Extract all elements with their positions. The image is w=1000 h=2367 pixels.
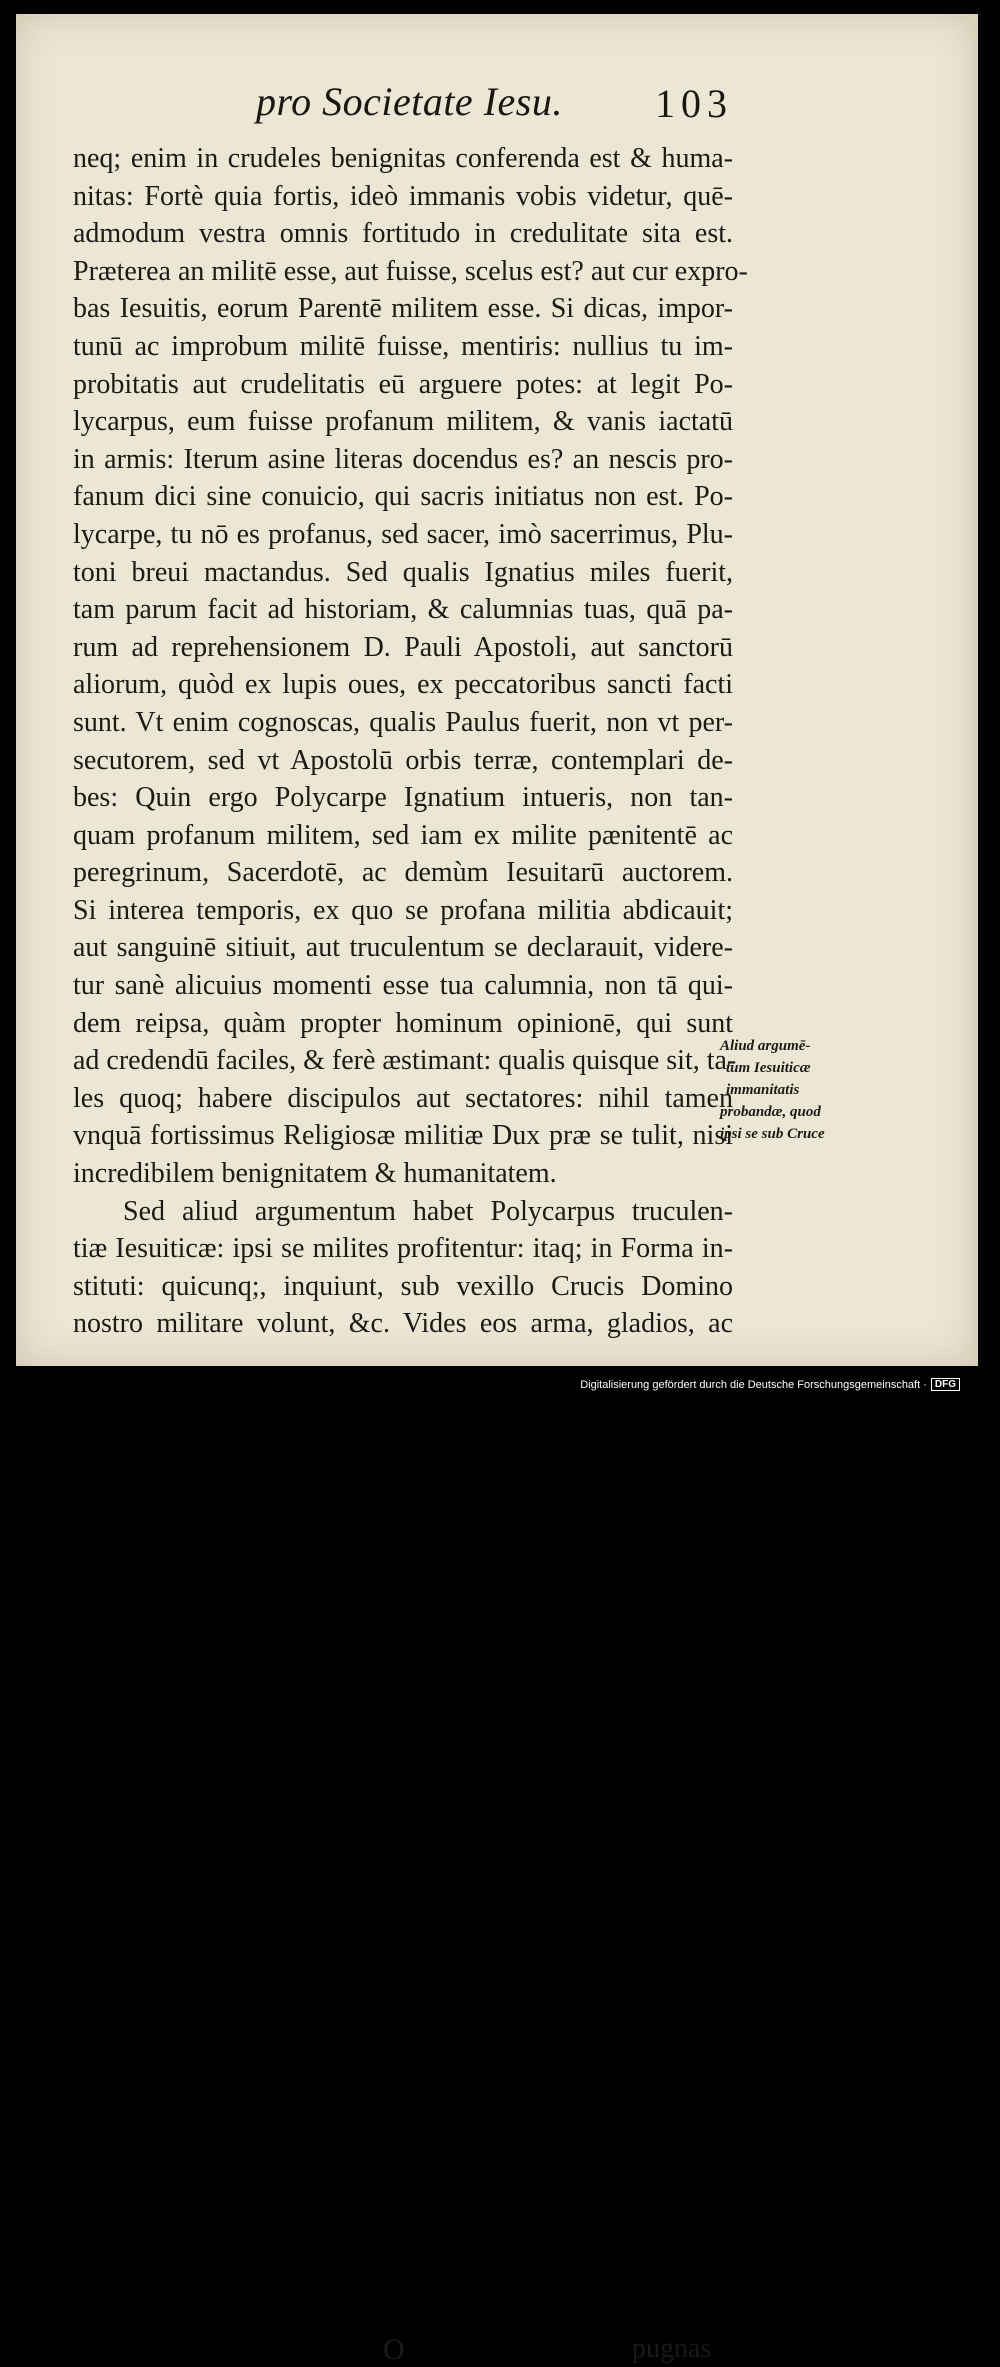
marginal-note-line: ipsi se sub Cruce	[720, 1126, 825, 1142]
signature-mark: O	[383, 2333, 405, 2366]
text-line: bes: Quin ergo Polycarpe Ignatium intueris, non tan-	[73, 782, 733, 814]
text-line: les quoq; habere discipulos aut sectatores: nihil tamen	[73, 1082, 733, 1114]
catchword: pugnas	[632, 2333, 712, 2364]
text-line: Si interea temporis, ex quo se profana militia abdicauit;	[73, 894, 733, 926]
text-line: tam parum facit ad historiam, & calumnias tuas, quā pa-	[73, 594, 733, 626]
text-line: bas Iesuitis, eorum Parentē militem esse. Si dicas, impor-	[73, 293, 733, 325]
text-line: Præterea an militē esse, aut fuisse, scelus est? aut cur expro-	[73, 255, 748, 287]
marginal-note-line: tum Iesuiticæ	[726, 1060, 811, 1076]
text-line: in armis: Iterum asine literas docendus es? an nescis pro-	[73, 443, 733, 475]
text-line: tiæ Iesuiticæ: ipsi se milites profitentur: itaq; in Forma in-	[73, 1233, 733, 1265]
text-line: neq; enim in crudeles benignitas conferenda est & huma-	[73, 143, 733, 174]
text-line: rum ad reprehensionem D. Pauli Apostoli, aut sanctorū	[73, 631, 733, 663]
running-head: pro Societate Iesu.	[256, 79, 563, 124]
digitization-credit	[580, 1378, 960, 1391]
text-line: quam profanum militem, sed iam ex milite pænitentē ac	[73, 819, 733, 851]
page-edge	[972, 14, 978, 1366]
text-line: ad credendū faciles, & ferè æstimant: qualis quisque sit, ta-	[73, 1045, 737, 1077]
dfg-logo: DFG	[931, 1378, 960, 1391]
text-line: incredibilem benignitatem & humanitatem.	[73, 1158, 557, 1190]
marginal-note-line: Aliud argumē-	[720, 1038, 811, 1054]
text-line: aliorum, quòd ex lupis oues, ex peccatoribus sancti facti	[73, 669, 733, 701]
marginal-note-line: probandæ, quod	[720, 1104, 821, 1120]
marginal-note	[720, 1035, 860, 1145]
text-line: fanum dici sine conuicio, qui sacris initiatus non est. Po-	[73, 481, 733, 513]
text-line: vnquā fortissimus Religiosæ militiæ Dux præ se tulit, nisi	[73, 1120, 733, 1152]
body-text	[73, 140, 748, 1343]
text-line: sunt. Vt enim cognoscas, qualis Paulus fuerit, non vt per-	[73, 706, 733, 738]
text-line: nostro militare volunt, &c. Vides eos arma, gladios, ac	[73, 1308, 733, 1340]
text-line: nitas: Fortè quia fortis, ideò immanis vobis videtur, quē-	[73, 180, 733, 212]
page-number: 103	[655, 81, 733, 126]
text-line: lycarpe, tu nō es profanus, sed sacer, imò sacerrimus, Plu-	[73, 518, 733, 550]
text-line: tur sanè alicuius momenti esse tua calumnia, non tā qui-	[73, 970, 733, 1002]
text-line: admodum vestra omnis fortitudo in credulitate sita est.	[73, 218, 733, 250]
text-line: tunū ac improbum militē fuisse, mentiris: nullius tu im-	[73, 330, 733, 362]
text-line: toni breui mactandus. Sed qualis Ignatius miles fuerit,	[73, 556, 733, 588]
text-line: dem reipsa, quàm propter hominum opinionē, qui sunt	[73, 1007, 733, 1039]
text-line: lycarpus, eum fuisse profanum militem, & vanis iactatū	[73, 406, 733, 438]
text-line: Sed aliud argumentum habet Polycarpus truculen-	[123, 1195, 733, 1227]
marginal-note-line: immanitatis	[726, 1082, 800, 1098]
text-line: stituti: quicunq;, inquiunt, sub vexillo Crucis Domino	[73, 1270, 733, 1302]
text-line: aut sanguinē sitiuit, aut truculentum se declarauit, videre-	[73, 932, 733, 964]
text-line: peregrinum, Sacerdotē, ac demùm Iesuitarū auctorem.	[73, 857, 733, 889]
credit-text: Digitalisierung gefördert durch die Deutsche Forschungsgemeinschaft ·	[580, 1378, 927, 1391]
text-line: probitatis aut crudelitatis eū arguere potes: at legit Po-	[73, 368, 733, 400]
text-line: secutorem, sed vt Apostolū orbis terræ, contemplari de-	[73, 744, 733, 776]
